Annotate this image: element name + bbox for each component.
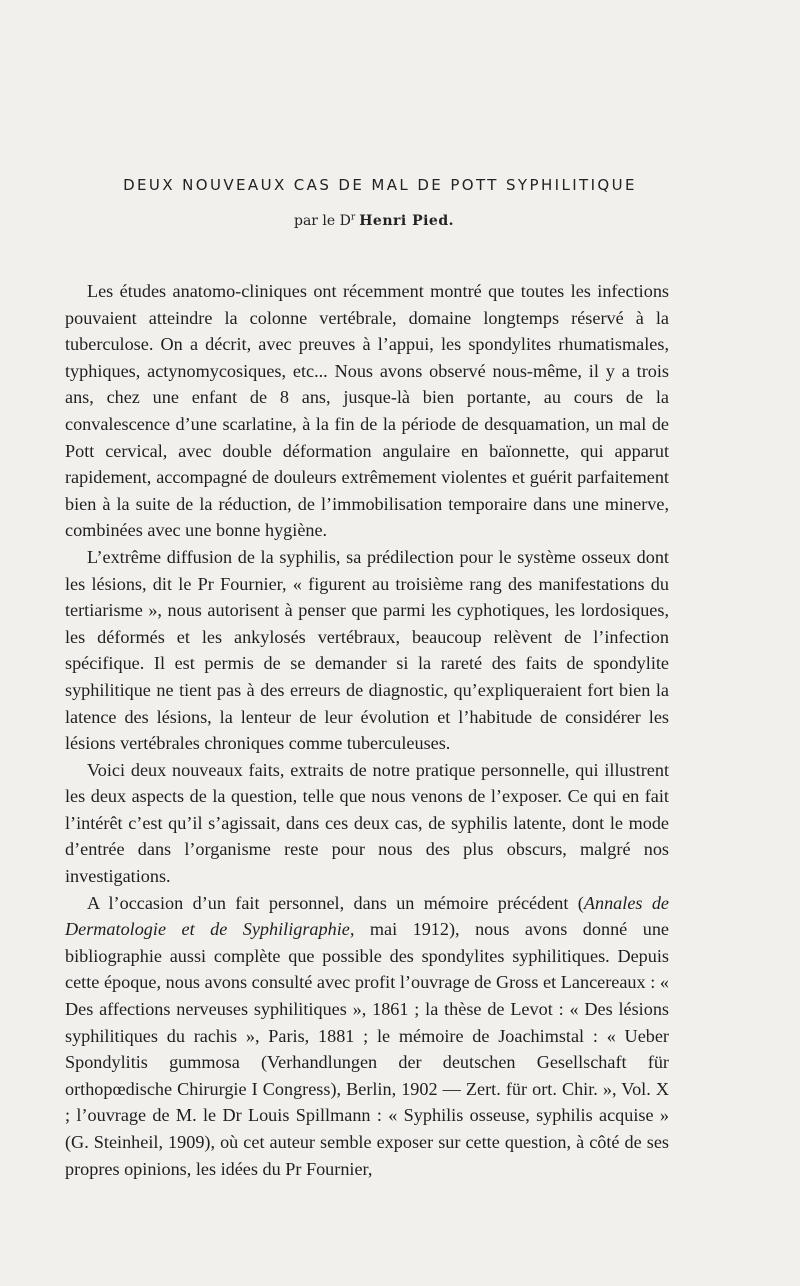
author-name: Henri Pied.: [359, 212, 454, 229]
paragraph-4: A l’occasion d’un fait personnel, dans un mémoire précédent (Annales de Dermatologie et de Syphiligraphie, mai 1912), nous avons donné une bibliographie aussi complète que possible des spondylites syphilitiques. Depuis cette époque, nous avons consulté avec profit l’ouvrage de Gross et Lancereaux : « Des affections nerveuses syphilitiques », 1861 ; la thèse de Levot : « Des lésions syphilitiques du rachis », Paris, 1881 ; le mémoire de Joachimstal : « Ueber Spondylitis gummosa (Verhandlungen der deutschen Gesellschaft für orthopœdische Chirurgie I Congress), Berlin, 1902 — Zert. für ort. Chir. », Vol. X ; l’ouvrage de M. le Dr Louis Spillmann : « Syphilis osseuse, syphilis acquise » (G. Steinheil, 1909), où cet auteur semble exposer sur cette question, à côté de ses propres opinions, les idées du Pr Fournier,: [65, 892, 669, 1179]
article-body: [65, 278, 669, 1182]
paragraph-1: Les études anatomo-cliniques ont récemment montré que toutes les infections pouvaient atteindre la colonne vertébrale, domaine longtemps réservé à la tuberculose. On a décrit, avec preuves à l’appui, les spondylites rhumatismales, typhiques, actynomycosiques, etc... Nous avons observé nous-même, il y a trois ans, chez une enfant de 8 ans, jusque-là bien portante, au cours de la convalescence d’une scarlatine, à la fin de la période de desquamation, un mal de Pott cervical, avec double déformation angulaire en baïonnette, qui apparut rapidement, accompagné de douleurs extrêmement violentes et guérit parfaitement bien à la suite de la réduction, de l’immobilisation temporaire dans une minerve, combinées avec une bonne hygiène.: [65, 281, 669, 541]
paragraph-3: Voici deux nouveaux faits, extraits de notre pratique personnelle, qui illustrent les deux aspects de la question, telle que nous venons de l’exposer. Ce qui en fait l’intérêt c’est qu’il s’agissait, dans ces deux cas, de syphilis latente, dont le mode d’entrée dans l’organisme reste pour nous des plus obscurs, malgré nos investigations.: [65, 759, 669, 887]
byline-prefix: par le $D^r$: [293, 212, 356, 229]
paragraph-2: L’extrême diffusion de la syphilis, sa prédilection pour le système osseux dont les lésions, dit le Pr Fournier, « figurent au troisième rang des manifestations du tertiarisme », nous autorisent à penser que parmi les cyphotiques, les lordosiques, les déformés et les ankylosés vertébraux, beaucoup relèvent de l’infection spécifique. Il est permis de se demander si la rareté des faits de spondylite syphilitique ne tient pas à des erreurs de diagnostic, qu’expliqueraient fort bien la latence des lésions, la lenteur de leur évolution et l’habitude de considérer les lésions vertébrales chroniques comme tuberculeuses.: [65, 546, 669, 754]
author-byline: [0, 212, 748, 229]
article-title: DEUX NOUVEAUX CAS DE MAL DE POTT SYPHILITIQUE: [123, 176, 637, 194]
journal-title: Annales de Dermatologie et de Syphiligraphie,: [65, 892, 669, 940]
